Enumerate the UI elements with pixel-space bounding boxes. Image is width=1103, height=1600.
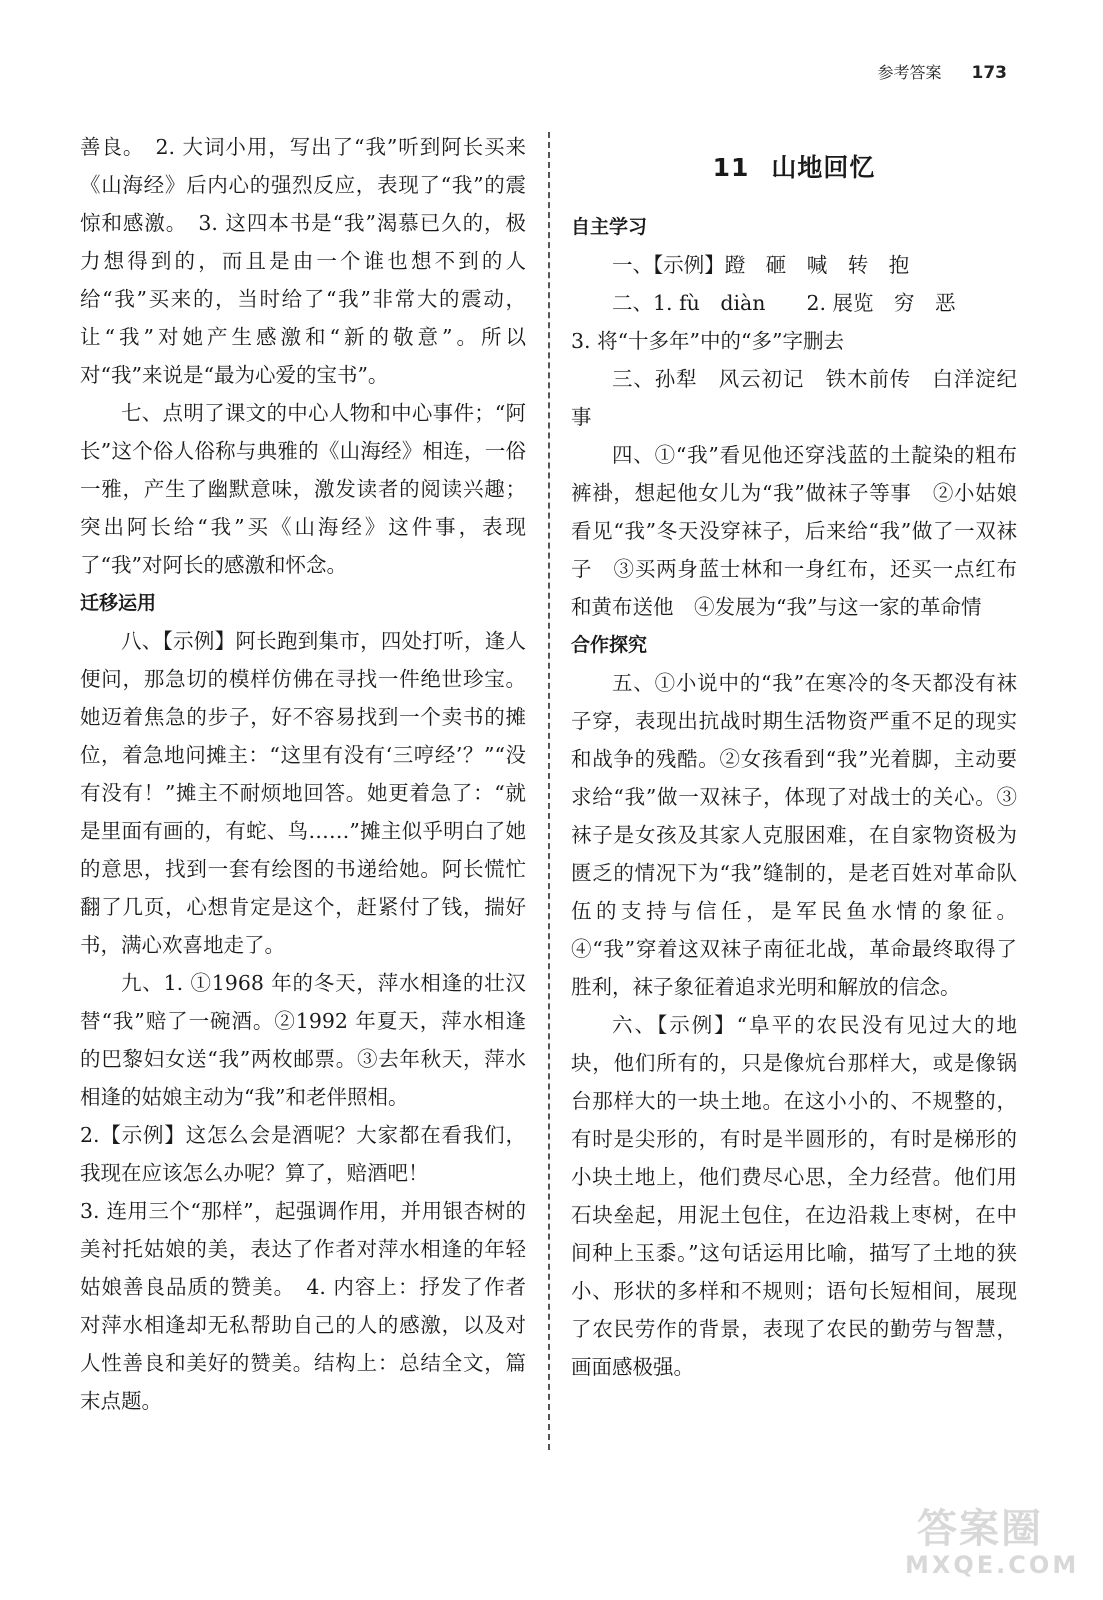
- page-header: [877, 60, 1007, 83]
- header-section-label: 参考答案: [877, 63, 942, 82]
- answer-paragraph: 八、【示例】阿长跑到集市，四处打听，逢人便问，那急切的模样仿佛在寻找一件绝世珍宝。她迈着焦急的步子，好不容易找到一个卖书的摊位，着急地问摊主：“这里有没有‘三哼经’？”“没有没有！”摊主不耐烦地回答。她更着急了：“就是里面有画的，有蛇、鸟……”摊主似乎明白了她的意思，找到一套有绘图的书递给她。阿长慌忙翻了几页，心想肯定是这个，赶紧付了钱，揣好书，满心欢喜地走了。: [80, 629, 526, 957]
- section-heading: 迁移运用: [80, 592, 157, 614]
- answer-paragraph: 四、①“我”看见他还穿浅蓝的土靛染的粗布裤褂，想起他女儿为“我”做袜子等事 ②小姑娘看见“我”冬天没穿袜子，后来给“我”做了一双袜子 ③买两身蓝士林和一身红布，还买一点红布和黄布送他 ④发展为“我”与这一家的革命情: [571, 443, 1017, 619]
- chapter-number: 11: [712, 153, 750, 182]
- answer-paragraph: 三、孙犁 风云初记 铁木前传 白洋淀纪事: [571, 367, 1017, 429]
- chapter-name: 山地回忆: [771, 153, 876, 182]
- watermark-logo: [905, 1506, 1080, 1579]
- page-number: 173: [971, 63, 1007, 83]
- right-column: [571, 142, 1017, 1386]
- section-heading: 自主学习: [571, 216, 648, 238]
- answer-paragraph: 二、1. fù diàn 2. 展览 穷 恶: [612, 291, 956, 315]
- answer-paragraph: 一、【示例】蹬 砸 喊 转 抱: [612, 253, 910, 277]
- answer-paragraph: 七、点明了课文的中心人物和中心事件；“阿长”这个俗人俗称与典雅的《山海经》相连，一俗一雅，产生了幽默意味，激发读者的阅读兴趣；突出阿长给“我”买《山海经》这件事，表现了“我”对阿长的感激和怀念。: [80, 401, 526, 577]
- answer-paragraph: 六、【示例】“阜平的农民没有见过大的地块，他们所有的，只是像炕台那样大，或是像锅台那样大的一块土地。在这小小的、不规整的，有时是尖形的，有时是半圆形的，有时是梯形的小块土地上，他们费尽心思，全力经营。他们用石块垒起，用泥土包住，在边沿栽上枣树，在中间种上玉黍。”这句话运用比喻，描写了土地的狭小、形状的多样和不规则；语句长短相间，展现了农民劳作的背景，表现了农民的勤劳与智慧，画面感极强。: [571, 1013, 1017, 1379]
- chapter-title: [571, 142, 1017, 194]
- watermark-logo-text: 答案圈: [917, 1506, 1043, 1552]
- answer-paragraph: 五、①小说中的“我”在寒冷的冬天都没有袜子穿，表现出抗战时期生活物资严重不足的现实和战争的残酷。②女孩看到“我”光着脚，主动要求给“我”做一双袜子，体现了对战士的关心。③袜子是女孩及其家人克服困难，在自家物资极为匮乏的情况下为“我”缝制的，是老百姓对革命队伍的支持与信任，是军民鱼水情的象征。④“我”穿着这双袜子南征北战，革命最终取得了胜利，袜子象征着追求光明和解放的信念。: [571, 671, 1017, 999]
- column-divider: [548, 132, 550, 1450]
- watermark-url: MXQE.COM: [905, 1551, 1080, 1579]
- left-column: [80, 128, 526, 1420]
- answer-paragraph: 2.【示例】这怎么会是酒呢？大家都在看我们，我现在应该怎么办呢？算了，赔酒吧！: [80, 1123, 526, 1185]
- answer-paragraph: 3. 将“十多年”中的“多”字删去: [571, 329, 844, 353]
- answer-paragraph: 九、1. ①1968 年的冬天，萍水相逢的壮汉替“我”赔了一碗酒。②1992 年夏天，萍水相逢的巴黎妇女送“我”两枚邮票。③去年秋天，萍水相逢的姑娘主动为“我”和老伴照相。: [80, 971, 526, 1109]
- section-heading: 合作探究: [571, 634, 648, 656]
- answer-paragraph: 善良。 2. 大词小用，写出了“我”听到阿长买来《山海经》后内心的强烈反应，表现了“我”的震惊和感激。 3. 这四本书是“我”渴慕已久的，极力想得到的，而且是由一个谁也想不到的人给“我”买来的，当时给了“我”非常大的震动，让“我”对她产生感激和“新的敬意”。所以对“我”来说是“最为心爱的宝书”。: [80, 135, 526, 387]
- answer-paragraph: 3. 连用三个“那样”，起强调作用，并用银杏树的美衬托姑娘的美，表达了作者对萍水相逢的年轻姑娘善良品质的赞美。 4. 内容上：抒发了作者对萍水相逢却无私帮助自己的人的感激，以及对人性善良和美好的赞美。结构上：总结全文，篇末点题。: [80, 1199, 526, 1413]
